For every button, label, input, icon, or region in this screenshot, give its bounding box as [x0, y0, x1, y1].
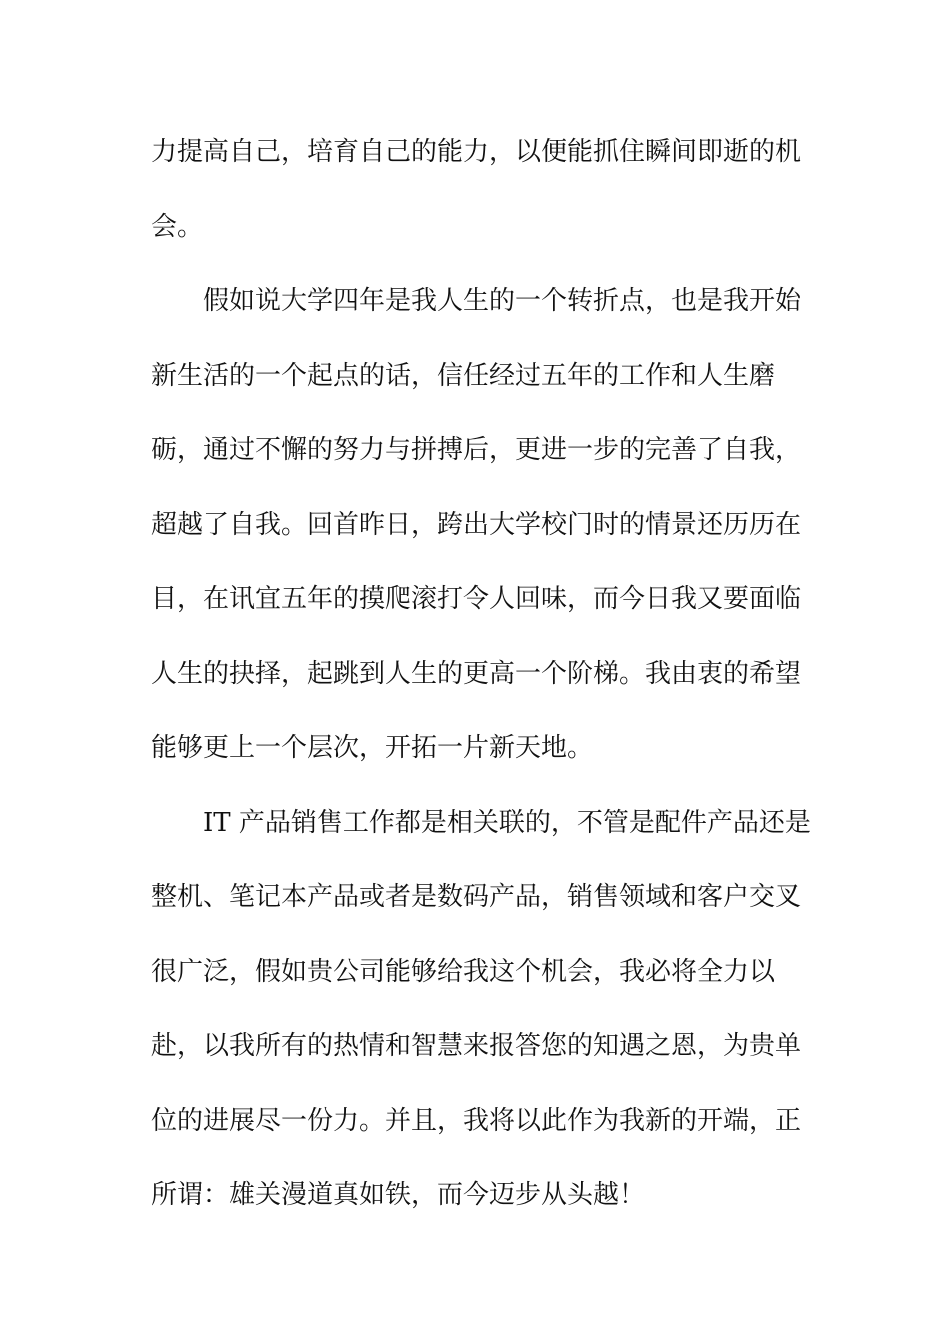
text-line: 赴，以我所有的热情和智慧来报答您的知遇之恩，为贵单 — [151, 1031, 802, 1061]
text-line: 砺，通过不懈的努力与拼搏后，更进一步的完善了自我， — [151, 435, 802, 465]
text-line: 所谓：雄关漫道真如铁，而今迈步从头越！ — [151, 1180, 646, 1210]
text-line: 位的进展尽一份力。并且，我将以此作为我新的开端，正 — [151, 1106, 802, 1136]
text-line: 人生的抉择，起跳到人生的更高一个阶梯。我由衷的希望 — [151, 659, 802, 689]
text-line: 会。 — [151, 212, 204, 242]
text-line: 超越了自我。回首昨日，跨出大学校门时的情景还历历在 — [151, 510, 802, 540]
text-line: IT 产品销售工作都是相关联的，不管是配件产品还是 — [151, 808, 811, 838]
text-line: 新生活的一个起点的话，信任经过五年的工作和人生磨 — [151, 361, 776, 391]
text-line: 整机、笔记本产品或者是数码产品，销售领域和客户交叉 — [151, 882, 802, 912]
text-line: 很广泛，假如贵公司能够给我这个机会，我必将全力以 — [151, 957, 776, 987]
text-line: 力提高自己，培育自己的能力，以便能抓住瞬间即逝的机 — [151, 137, 802, 167]
text-line: 假如说大学四年是我人生的一个转折点，也是我开始 — [151, 286, 802, 316]
text-line: 能够更上一个层次，开拓一片新天地。 — [151, 733, 594, 763]
text-line: 目，在讯宜五年的摸爬滚打令人回味，而今日我又要面临 — [151, 584, 802, 614]
